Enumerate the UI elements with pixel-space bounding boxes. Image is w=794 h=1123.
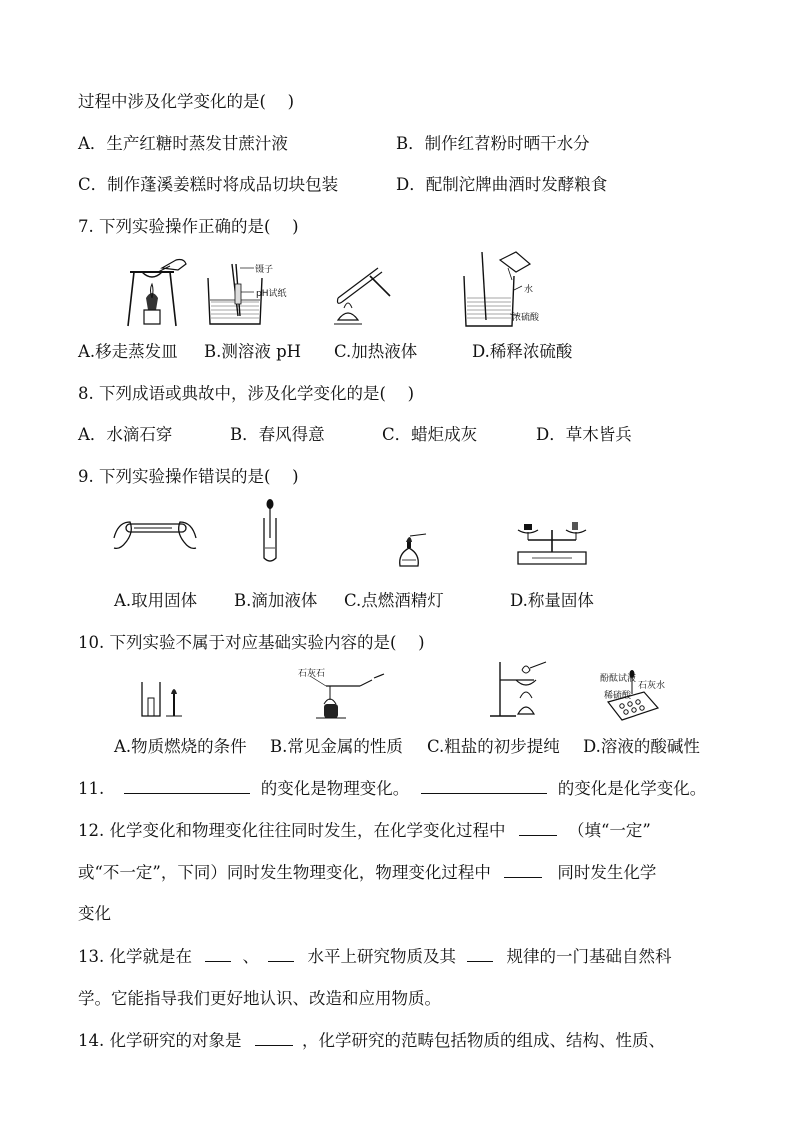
q13-line-2: 学。它能指导我们更好地认识、改造和应用物质。 xyxy=(78,989,441,1008)
q11-number: 11. xyxy=(78,779,105,798)
q13-blank-1[interactable] xyxy=(205,947,231,962)
q6-option-c: C．制作蓬溪姜糕时将成品切块包装 xyxy=(78,175,339,194)
q13-text-1a: 13. 化学就是在 xyxy=(78,947,192,966)
q13-blank-2[interactable] xyxy=(268,947,294,962)
q10-label-c: C.粗盐的初步提纯 xyxy=(427,737,560,756)
q7-label-d: D.稀释浓硫酸 xyxy=(472,342,573,361)
q11-blank-1[interactable] xyxy=(124,779,250,794)
q9-label-a: A.取用固体 xyxy=(114,591,198,610)
q7-label-water: 水 xyxy=(524,285,534,295)
q6-option-a: A．生产红糖时蒸发甘蔗汁液 xyxy=(78,134,288,153)
q7-label-acid: 浓硫酸 xyxy=(512,313,540,323)
q7-label-c: C.加热液体 xyxy=(334,342,418,361)
q7-label-a: A.移走蒸发皿 xyxy=(78,342,178,361)
q14-text-1b: ，化学研究的范畴包括物质的组成、结构、性质、 xyxy=(302,1031,665,1050)
q12-line-1 xyxy=(78,817,651,841)
q10-label-limestone: 石灰石 xyxy=(298,669,326,679)
q7-label-b: B.测溶液 pH xyxy=(204,342,302,361)
q10-stem: 10. 下列实验不属于对应基础实验内容的是( ) xyxy=(78,633,425,652)
q9-figure-d-balance xyxy=(514,516,590,566)
q7-stem: 7. 下列实验操作正确的是( ) xyxy=(78,217,299,236)
q11-blank-2[interactable] xyxy=(421,779,547,794)
q13-line-1 xyxy=(78,943,672,967)
q7-figure-a-evaporating-dish xyxy=(118,258,198,328)
q7-label-ph-paper: pH试纸 xyxy=(256,289,287,299)
q9-stem: 9. 下列实验操作错误的是( ) xyxy=(78,467,299,486)
q13-blank-3[interactable] xyxy=(467,947,493,962)
q11-line xyxy=(78,775,706,799)
q10-label-b: B.常见金属的性质 xyxy=(270,737,403,756)
q13-text-1c: 规律的一门基础自然科 xyxy=(506,947,672,966)
q7-figure-c-heating-liquid xyxy=(330,262,400,326)
q8-stem: 8. 下列成语或典故中，涉及化学变化的是( ) xyxy=(78,384,415,403)
q8-option-c: C．蜡炬成灰 xyxy=(382,425,478,444)
q10-figure-a-combustion xyxy=(140,672,186,718)
q8-option-a: A．水滴石穿 xyxy=(78,425,173,444)
q12-text-2b: 同时发生化学 xyxy=(557,863,657,882)
q6-option-d: D．配制沱牌曲酒时发酵粮食 xyxy=(396,175,608,194)
q10-label-d: D.溶液的酸碱性 xyxy=(583,737,700,756)
q6-option-b: B．制作红苕粉时晒干水分 xyxy=(396,134,590,153)
q9-figure-b-drop-liquid xyxy=(258,498,282,564)
q9-label-c: C.点燃酒精灯 xyxy=(344,591,444,610)
q14-blank-1[interactable] xyxy=(255,1031,293,1046)
q11-text-2: 的变化是化学变化。 xyxy=(557,779,707,798)
q13-text-1b: 水平上研究物质及其 xyxy=(307,947,456,966)
q14-text-1a: 14. 化学研究的对象是 xyxy=(78,1031,242,1050)
q9-label-d: D.称量固体 xyxy=(510,591,594,610)
q10-label-indicator: 酚酞试液 xyxy=(600,674,637,684)
q10-label-dilute-acid: 稀硫酸 xyxy=(604,691,632,701)
q12-line-3: 变化 xyxy=(78,904,111,923)
q12-text-1b: （填“一定” xyxy=(568,821,651,840)
q12-text-1a: 12. 化学变化和物理变化往往同时发生，在化学变化过程中 xyxy=(78,821,506,840)
q9-figure-a-take-solid xyxy=(112,508,198,558)
q12-line-2 xyxy=(78,859,656,883)
q13-separator: 、 xyxy=(242,947,259,966)
q12-blank-1[interactable] xyxy=(519,821,557,836)
q6-stem: 过程中涉及化学变化的是( ) xyxy=(78,92,295,111)
q10-figure-c-salt-purification xyxy=(486,660,556,718)
q10-label-limewater: 石灰水 xyxy=(638,681,666,691)
q10-label-a: A.物质燃烧的条件 xyxy=(114,737,247,756)
q7-label-tweezers: 镊子 xyxy=(255,265,274,275)
q11-text-1: 的变化是物理变化。 xyxy=(260,779,410,798)
q9-label-b: B.滴加液体 xyxy=(234,591,318,610)
q9-figure-c-light-lamp xyxy=(396,530,432,570)
q8-option-d: D．草木皆兵 xyxy=(536,425,632,444)
q7-figure-b-ph-test xyxy=(204,260,304,326)
q12-blank-2[interactable] xyxy=(504,863,542,878)
q8-option-b: B．春风得意 xyxy=(230,425,325,444)
q14-line-1 xyxy=(78,1027,665,1051)
q12-text-2a: 或“不一定”，下同）同时发生物理变化，物理变化过程中 xyxy=(78,863,491,882)
